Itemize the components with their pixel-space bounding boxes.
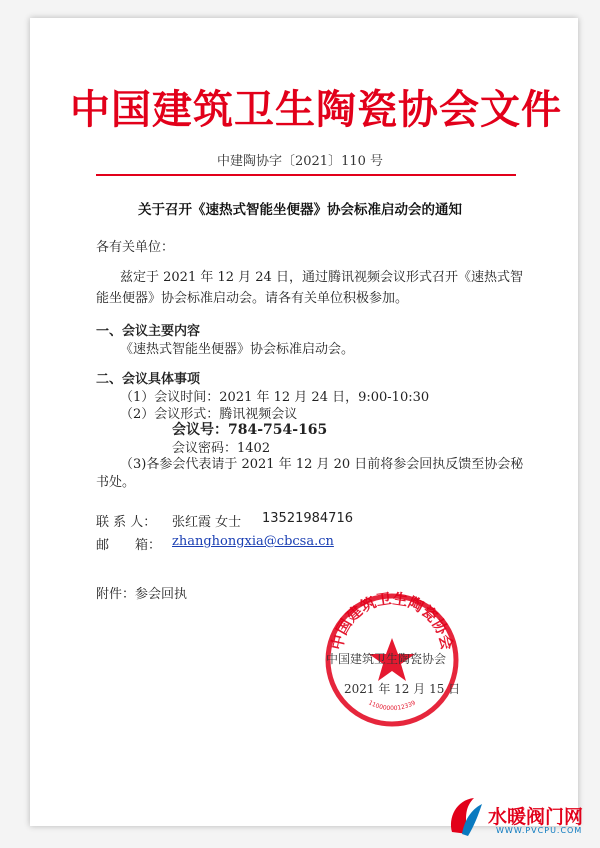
section1-heading: 一、会议主要内容	[96, 324, 201, 339]
org-header-title: 中国建筑卫生陶瓷协会文件	[70, 86, 562, 133]
watermark-name: 水暖阀门网	[488, 806, 584, 828]
svg-text:1100000012339	[367, 699, 417, 712]
contact-phone: 13521984716	[262, 511, 353, 526]
meeting-password: 会议密码：1402	[172, 441, 271, 456]
intro-line-2: 能坐便器》协会标准启动会。请各有关单位积极参加。	[96, 291, 409, 306]
section2-heading: 二、会议具体事项	[96, 372, 201, 387]
contact-name: 张红霞 女士	[172, 515, 242, 530]
meeting-instruction-line-2: 书处。	[96, 475, 136, 490]
salutation: 各有关单位：	[96, 240, 175, 255]
notice-title: 关于召开《速热式智能坐便器》协会标准启动会的通知	[138, 202, 462, 218]
email-link[interactable]: zhanghongxia@cbcsa.cn	[172, 534, 334, 549]
watermark-url: WWW.PVCPU.COM	[496, 826, 583, 835]
contact-label: 联 系 人：	[96, 515, 157, 530]
attachment-label: 附件：参会回执	[96, 587, 188, 602]
meeting-time: （1）会议时间：2021 年 12 月 24 日，9:00-10:30	[120, 390, 430, 405]
red-divider-line	[96, 174, 516, 176]
meeting-format: （2）会议形式：腾讯视频会议	[120, 407, 298, 422]
meeting-instruction-line-1: （3)各参会代表请于 2021 年 12 月 20 日前将参会回执反馈至协会秘	[120, 457, 524, 472]
intro-line-1: 兹定于 2021 年 12 月 24 日，通过腾讯视频会议形式召开《速热式智	[120, 270, 523, 285]
section1-body: 《速热式智能坐便器》协会标准启动会。	[120, 342, 355, 357]
signature-org: 中国建筑卫生陶瓷协会	[326, 652, 447, 666]
seal-text: 中国建筑卫生陶瓷协会	[327, 590, 457, 652]
seal-code: 1100000012339	[367, 699, 417, 713]
email-label: 邮 箱：	[96, 538, 162, 553]
signature-date: 2021 年 12 月 15 日	[344, 682, 461, 696]
meeting-id: 会议号：784-754-165	[172, 422, 328, 438]
document-number: 中建陶协字〔2021〕110 号	[216, 154, 384, 169]
watermark-logo-icon	[446, 794, 486, 838]
